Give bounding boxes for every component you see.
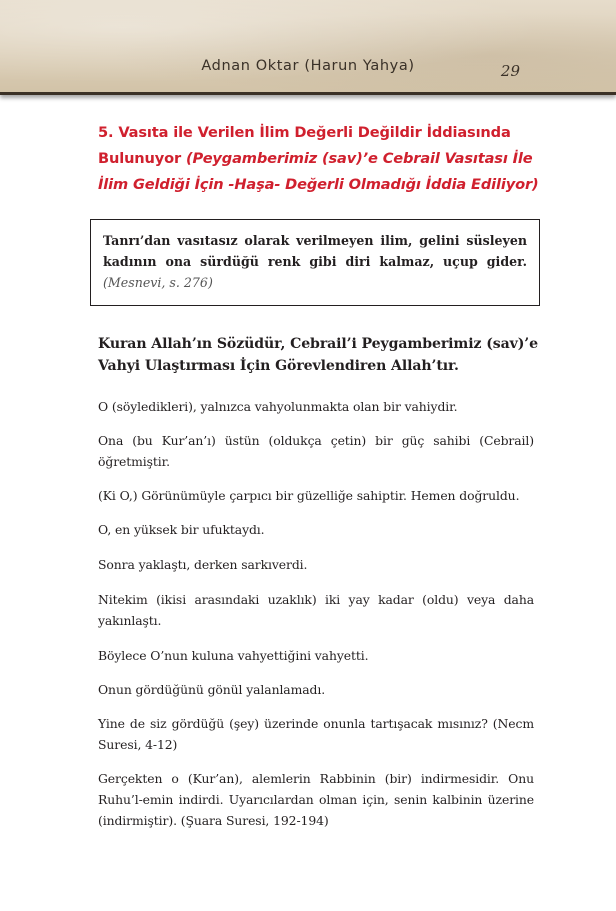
running-title: Adnan Oktar (Harun Yahya) [201,58,415,74]
quote-source: (Mesnevi, s. 276) [103,275,213,290]
paragraph: Onun gördüğünü gönül yalanlamadı. [98,682,326,697]
paragraph: Yine de siz gördüğü (şey) üzerinde onunla tartışacak mısınız? (Necm Suresi, 4-12) [98,716,534,752]
paragraph: Sonra yaklaştı, derken sarkıverdi. [98,557,308,572]
section-heading-main: 5. Vasıta ile Verilen İlim Değerli Değildir İddiasında Bulunuyor [98,124,511,167]
page-number: 29 [500,62,520,80]
paragraph: Böylece O’nun kuluna vahyettiğini vahyetti. [98,648,369,663]
paragraph: Gerçekten o (Kur’an), alemlerin Rabbinin (bir) indirmesidir. Onu Ruhu’l-emin indirdi. Uyarıcılardan olman için, senin kalbinin üzerine (indirmiştir). (Şuara Suresi, 192-194) [98,771,534,828]
quote-text: Tanrı’dan vasıtasız olarak verilmeyen ilim, gelini süsleyen kadının ona sürdüğü renk gibi diri kalmaz, uçup gider. [103,233,527,269]
paragraph: (Ki O,) Görünümüyle çarpıcı bir güzelliğe sahiptir. Hemen doğruldu. [98,488,520,503]
paragraph: Ona (bu Kur’an’ı) üstün (oldukça çetin) bir güç sahibi (Cebrail) öğretmiştir. [98,433,534,469]
section-heading [98,120,543,198]
section-heading-subtitle: (Peygamberimiz (sav)’e Cebrail Vasıtası İle İlim Geldiği İçin -Haşa- Değerli Olmadığı İddia Ediliyor) [98,150,539,193]
paragraph: O (söyledikleri), yalnızca vahyolunmakta olan bir vahiydir. [98,399,458,414]
paragraph: Nitekim (ikisi arasındaki uzaklık) iki yay kadar (oldu) veya daha yakınlaştı. [98,592,534,628]
page-header [0,0,616,95]
paragraph: O, en yüksek bir ufuktaydı. [98,522,265,537]
quote-box [90,219,540,306]
subheading: Kuran Allah’ın Sözüdür, Cebrail’i Peygamberimiz (sav)’e Vahyi Ulaştırması İçin Görevlendiren Allah’tır. [98,336,538,374]
